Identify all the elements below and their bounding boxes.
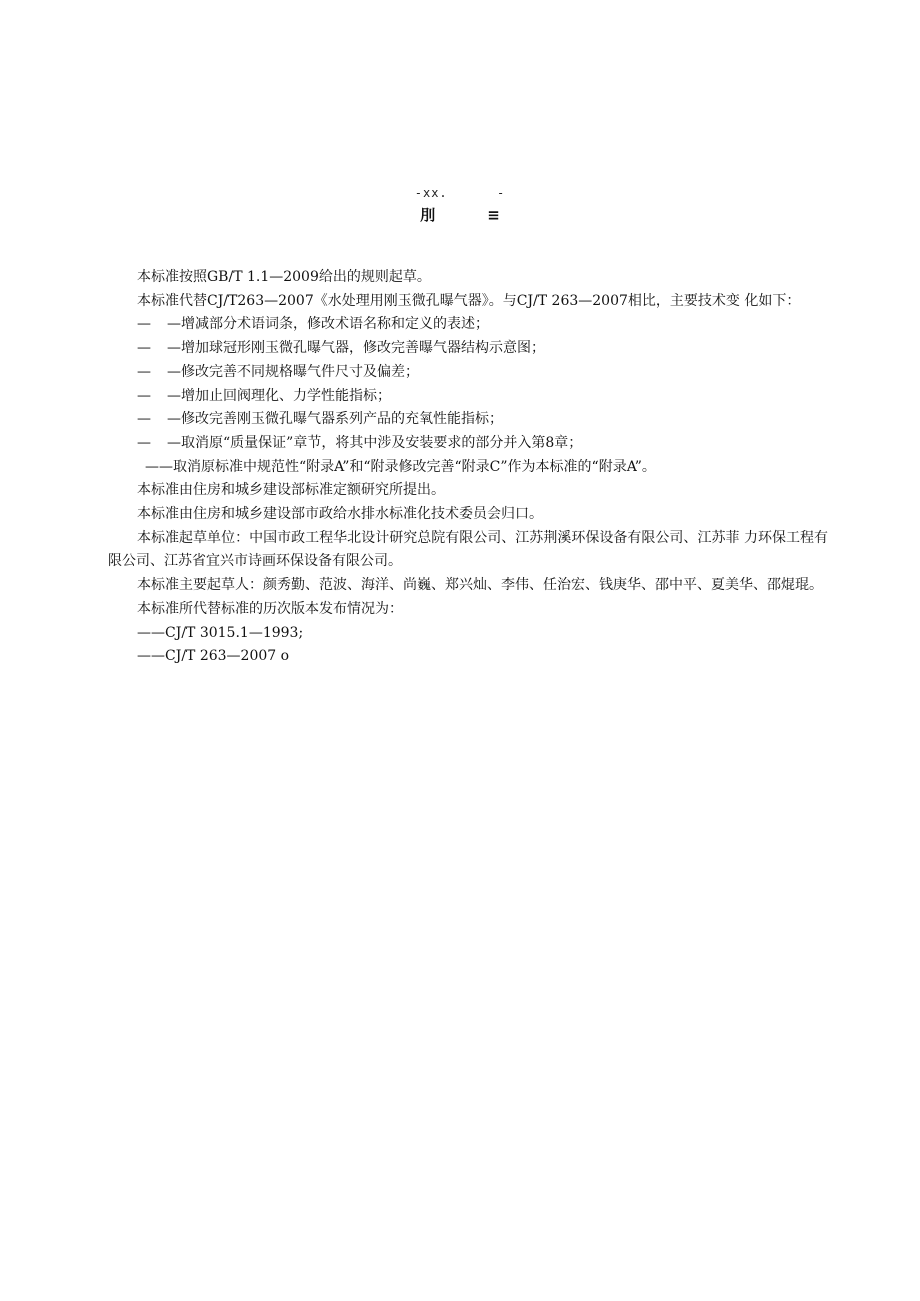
list-item: — —修改完善刚玉微孔曝气器系列产品的充氧性能指标； (137, 411, 503, 428)
paragraph-drafters: 本标准主要起草人：颜秀勤、范波、海洋、尚巍、郑兴灿、李伟、任治宏、钱庚华、邵中平、夏美华、邵焜琨。 (137, 577, 823, 594)
list-item: ——取消原标准中规范性“附录A”和“附录修改完善“附录C”作为本标准的“附录A”。 (145, 458, 656, 475)
heading-right-char: ≡ (487, 206, 500, 224)
list-item: — —取消原“质量保证”章节，将其中涉及安装要求的部分并入第8章； (137, 434, 583, 451)
changes-list (108, 313, 828, 479)
header-marks: -xx. - (414, 186, 506, 200)
paragraph-proposer: 本标准由住房和城乡建设部标准定额研究所提出。 (137, 482, 445, 499)
list-item: — —修改完善不同规格曝气件尺寸及偏差； (137, 363, 419, 380)
list-item: — —增加止回阀理化、力学性能指标； (137, 387, 391, 404)
paragraph-replacement: 本标准代替CJ/T263—2007《水处理用刚玉微孔曝气器》。与CJ/T 263—2007相比，主要技术变 化如下： (137, 292, 801, 309)
list-item: — —增加球冠形刚玉微孔曝气器，修改完善曝气器结构示意图； (137, 340, 545, 357)
paragraph-history: 本标准所代替标准的历次版本发布情况为： (137, 600, 403, 617)
paragraph-drafting-units: 本标准起草单位：中国市政工程华北设计研究总院有限公司、江苏荆溪环保设备有限公司、江苏菲 力环保工程有限公司、江苏省宜兴市诗画环保设备有限公司。 (108, 529, 828, 570)
heading-left-char: 刖 (420, 206, 436, 224)
paragraph-administrator: 本标准由住房和城乡建设部市政给水排水标准化技术委员会归口。 (137, 506, 543, 523)
document-body (108, 266, 828, 669)
paragraph-drafting-rules: 本标准按照GB/T 1.1—2009给出的规则起草。 (137, 269, 431, 285)
version-item: ——CJ/T 3015.1—1993; (137, 624, 304, 641)
list-item: — —增减部分术语词条，修改术语名称和定义的表述； (137, 316, 489, 333)
page-heading (0, 204, 920, 225)
version-item: ——CJ/T 263—2007 o (137, 648, 290, 665)
